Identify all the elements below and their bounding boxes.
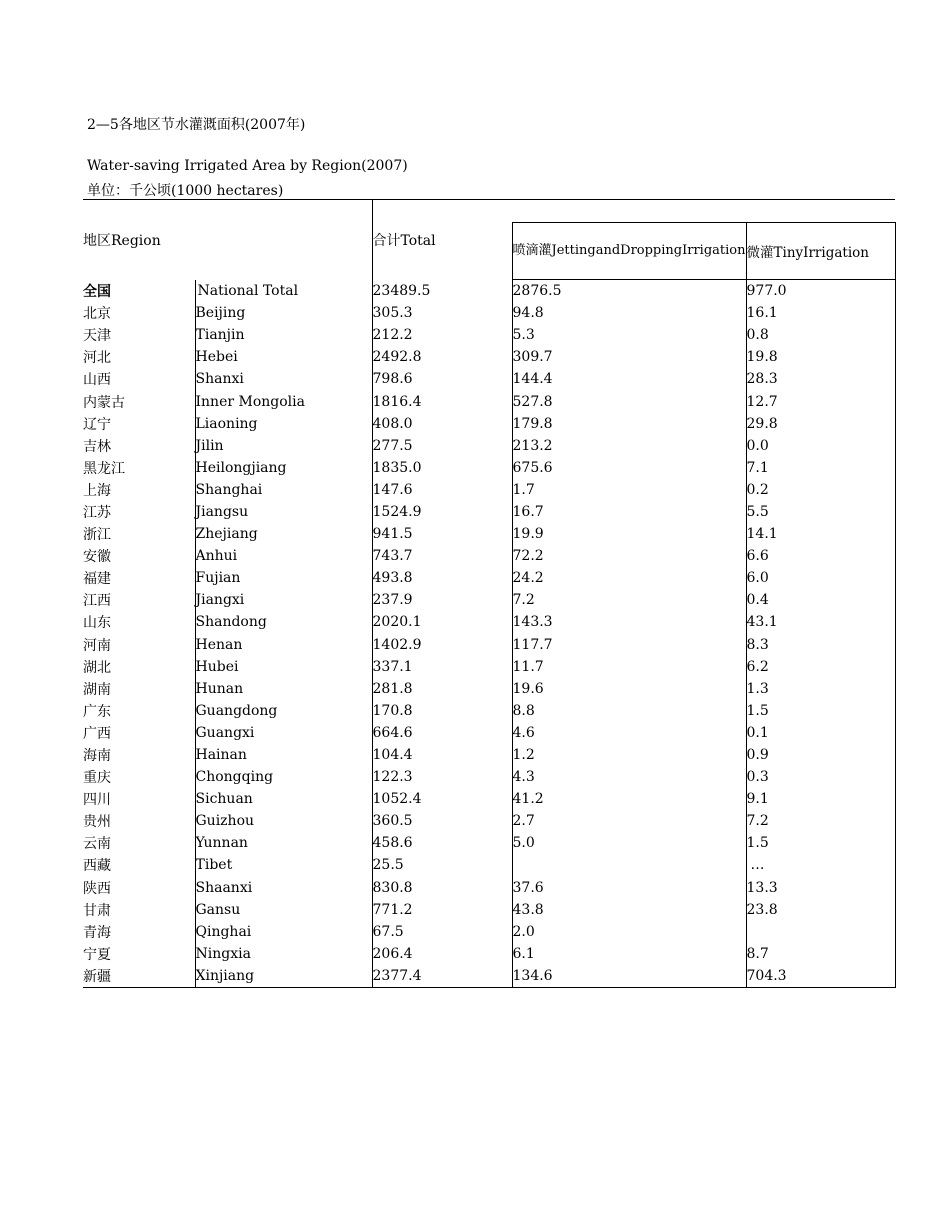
jetting-value: 1.2 — [512, 744, 746, 766]
jetting-value: 2.7 — [512, 810, 746, 832]
table-title-chinese: 2—5各地区节水灌溉面积(2007年) — [87, 117, 306, 133]
region-name-chinese: 青海 — [83, 924, 111, 941]
table-row — [83, 501, 895, 523]
region-name-chinese: 湖北 — [83, 659, 111, 676]
tiny-value: 16.1 — [746, 302, 895, 324]
jetting-value: 309.7 — [512, 346, 746, 368]
region-name-english: Jiangsu — [195, 501, 372, 523]
jetting-value — [512, 854, 746, 876]
jetting-value: 16.7 — [512, 501, 746, 523]
region-name-english: Guizhou — [195, 810, 372, 832]
tiny-value: 29.8 — [746, 413, 895, 435]
tiny-value: 6.6 — [746, 545, 895, 567]
region-name-english: Guangxi — [195, 722, 372, 744]
region-name-english: Xinjiang — [195, 965, 372, 988]
jetting-value: 5.0 — [512, 832, 746, 854]
header-total: 合计Total — [372, 200, 512, 280]
tiny-value: 7.2 — [746, 810, 895, 832]
total-value: 830.8 — [372, 877, 512, 899]
table-row — [83, 545, 895, 567]
total-value: 798.6 — [372, 368, 512, 390]
jetting-value: 213.2 — [512, 435, 746, 457]
tiny-value: 8.7 — [746, 943, 895, 965]
total-value: 337.1 — [372, 656, 512, 678]
region-name-english: Jiangxi — [195, 589, 372, 611]
region-name-chinese: 河南 — [83, 637, 111, 654]
tiny-value: 7.1 — [746, 457, 895, 479]
region-name-chinese: 贵州 — [83, 814, 111, 831]
region-name-chinese: 黑龙江 — [83, 460, 125, 477]
jetting-value: 144.4 — [512, 368, 746, 390]
region-name-english: Liaoning — [195, 413, 372, 435]
region-name-english: Shaanxi — [195, 877, 372, 899]
table-row — [83, 346, 895, 368]
region-name-english: Hebei — [195, 346, 372, 368]
table-row — [83, 523, 895, 545]
total-value: 1524.9 — [372, 501, 512, 523]
table-row — [83, 390, 895, 412]
tiny-value: 977.0 — [746, 280, 895, 303]
tiny-value: 0.1 — [746, 722, 895, 744]
tiny-value: 1.5 — [746, 700, 895, 722]
tiny-value: 6.0 — [746, 567, 895, 589]
tiny-value: 0.0 — [746, 435, 895, 457]
tiny-value: 0.4 — [746, 589, 895, 611]
region-name-english: Sichuan — [195, 788, 372, 810]
table-row — [83, 943, 895, 965]
region-name-english: Zhejiang — [195, 523, 372, 545]
table-row — [83, 302, 895, 324]
region-name-chinese: 广西 — [83, 725, 111, 742]
jetting-value: 675.6 — [512, 457, 746, 479]
jetting-value: 41.2 — [512, 788, 746, 810]
jetting-value: 4.3 — [512, 766, 746, 788]
table-row — [83, 832, 895, 854]
region-name-chinese: 云南 — [83, 836, 111, 853]
tiny-value: 0.8 — [746, 324, 895, 346]
tiny-value — [746, 921, 895, 943]
table-row — [83, 435, 895, 457]
region-name-chinese: 四川 — [83, 792, 111, 809]
total-value: 170.8 — [372, 700, 512, 722]
region-name-chinese: 内蒙古 — [83, 394, 125, 411]
region-name-chinese: 西藏 — [83, 858, 111, 875]
jetting-value: 2.0 — [512, 921, 746, 943]
region-name-english: Ningxia — [195, 943, 372, 965]
table-title-english: Water-saving Irrigated Area by Region(2007) — [87, 158, 408, 174]
tiny-value: 0.2 — [746, 479, 895, 501]
region-name-chinese: 河北 — [83, 350, 111, 367]
region-name-chinese: 陕西 — [83, 880, 111, 897]
jetting-value: 5.3 — [512, 324, 746, 346]
region-name-english: Heilongjiang — [195, 457, 372, 479]
region-name-chinese: 天津 — [83, 328, 111, 345]
region-name-english: Guangdong — [195, 700, 372, 722]
region-name-chinese: 江西 — [83, 593, 111, 610]
region-name-english: Yunnan — [195, 832, 372, 854]
table-row — [83, 877, 895, 899]
tiny-value: 6.2 — [746, 656, 895, 678]
region-name-chinese: 新疆 — [83, 965, 195, 988]
region-name-chinese: 山西 — [83, 372, 111, 389]
jetting-value: 143.3 — [512, 611, 746, 633]
tiny-value: 28.3 — [746, 368, 895, 390]
total-value: 147.6 — [372, 479, 512, 501]
total-value: 1835.0 — [372, 457, 512, 479]
total-value: 25.5 — [372, 854, 512, 876]
table-row — [83, 567, 895, 589]
total-value: 743.7 — [372, 545, 512, 567]
total-value: 277.5 — [372, 435, 512, 457]
table-row — [83, 634, 895, 656]
total-value: 104.4 — [372, 744, 512, 766]
table-row — [83, 700, 895, 722]
total-value: 1816.4 — [372, 390, 512, 412]
total-value: 1052.4 — [372, 788, 512, 810]
region-name-chinese: 辽宁 — [83, 416, 111, 433]
total-value: 212.2 — [372, 324, 512, 346]
region-name-chinese: 浙江 — [83, 527, 111, 544]
header-jetting: 喷滴灌JettingandDroppingIrrigation — [512, 223, 746, 280]
tiny-value: 1.3 — [746, 678, 895, 700]
total-value: 771.2 — [372, 899, 512, 921]
total-value: 941.5 — [372, 523, 512, 545]
header-tiny: 微灌TinyIrrigation — [746, 223, 895, 280]
region-name-english: Tibet — [195, 854, 372, 876]
region-name-english: Anhui — [195, 545, 372, 567]
total-value: 281.8 — [372, 678, 512, 700]
jetting-value: 8.8 — [512, 700, 746, 722]
region-name-english: Fujian — [195, 567, 372, 589]
jetting-value: 72.2 — [512, 545, 746, 567]
region-name-chinese: 山东 — [83, 615, 111, 632]
jetting-value: 37.6 — [512, 877, 746, 899]
total-value: 206.4 — [372, 943, 512, 965]
jetting-value: 19.9 — [512, 523, 746, 545]
table-row — [83, 611, 895, 633]
region-name-english: Hainan — [195, 744, 372, 766]
tiny-value: 5.5 — [746, 501, 895, 523]
table-row — [83, 479, 895, 501]
region-name-chinese: 重庆 — [83, 770, 111, 787]
table-row — [83, 589, 895, 611]
jetting-value: 24.2 — [512, 567, 746, 589]
table-row — [83, 324, 895, 346]
tiny-value: 43.1 — [746, 611, 895, 633]
total-value: 458.6 — [372, 832, 512, 854]
total-value: 237.9 — [372, 589, 512, 611]
total-value: 2020.1 — [372, 611, 512, 633]
table-row — [83, 766, 895, 788]
tiny-value: 14.1 — [746, 523, 895, 545]
total-value: 664.6 — [372, 722, 512, 744]
tiny-value: … — [746, 854, 895, 876]
region-name-chinese: 海南 — [83, 748, 111, 765]
region-name-chinese: 福建 — [83, 571, 111, 588]
total-value: 67.5 — [372, 921, 512, 943]
table-row — [83, 656, 895, 678]
jetting-value: 179.8 — [512, 413, 746, 435]
jetting-value: 2876.5 — [512, 280, 746, 303]
tiny-value: 9.1 — [746, 788, 895, 810]
jetting-value: 19.6 — [512, 678, 746, 700]
total-value: 2377.4 — [372, 965, 512, 988]
table-row — [83, 280, 895, 303]
jetting-value: 117.7 — [512, 634, 746, 656]
tiny-value: 0.9 — [746, 744, 895, 766]
jetting-value: 6.1 — [512, 943, 746, 965]
table-row — [83, 678, 895, 700]
region-name-chinese: 北京 — [83, 306, 111, 323]
total-value: 122.3 — [372, 766, 512, 788]
tiny-value: 13.3 — [746, 877, 895, 899]
table-row — [83, 965, 895, 988]
table-row — [83, 722, 895, 744]
tiny-value: 0.3 — [746, 766, 895, 788]
total-value: 23489.5 — [372, 280, 512, 303]
tiny-value: 704.3 — [746, 965, 895, 988]
region-name-english: Tianjin — [195, 324, 372, 346]
region-name-english: Beijing — [195, 302, 372, 324]
total-value: 1402.9 — [372, 634, 512, 656]
region-name-english: Shanghai — [195, 479, 372, 501]
table-row — [83, 788, 895, 810]
region-name-english: Hubei — [195, 656, 372, 678]
tiny-value: 12.7 — [746, 390, 895, 412]
table-row — [83, 457, 895, 479]
region-name-english: Hunan — [195, 678, 372, 700]
table-row — [83, 854, 895, 876]
jetting-value: 4.6 — [512, 722, 746, 744]
jetting-value: 134.6 — [512, 965, 746, 988]
region-name-english: Gansu — [195, 899, 372, 921]
total-value: 493.8 — [372, 567, 512, 589]
region-name-english: Chongqing — [195, 766, 372, 788]
table-row — [83, 368, 895, 390]
region-name-chinese: 湖南 — [83, 681, 111, 698]
region-name-chinese: 吉林 — [83, 438, 111, 455]
region-name-chinese: 广东 — [83, 703, 111, 720]
table-row — [83, 744, 895, 766]
table-row — [83, 921, 895, 943]
irrigation-table — [83, 199, 896, 988]
jetting-value: 11.7 — [512, 656, 746, 678]
region-name-english: Shanxi — [195, 368, 372, 390]
total-value: 2492.8 — [372, 346, 512, 368]
region-name-english: Shandong — [195, 611, 372, 633]
tiny-value: 23.8 — [746, 899, 895, 921]
table-row — [83, 899, 895, 921]
region-name-chinese: 安徽 — [83, 549, 111, 566]
region-name-english: Qinghai — [195, 921, 372, 943]
region-name-english: Henan — [195, 634, 372, 656]
tiny-value: 19.8 — [746, 346, 895, 368]
table-row — [83, 810, 895, 832]
total-value: 408.0 — [372, 413, 512, 435]
region-name-chinese: 全国 — [83, 283, 111, 300]
region-name-chinese: 甘肃 — [83, 902, 111, 919]
jetting-value: 43.8 — [512, 899, 746, 921]
region-name-english: Inner Mongolia — [195, 390, 372, 412]
region-name-english: National Total — [195, 280, 372, 303]
header-region: 地区Region — [83, 200, 372, 280]
region-name-chinese: 江苏 — [83, 504, 111, 521]
region-name-chinese: 上海 — [83, 482, 111, 499]
total-value: 360.5 — [372, 810, 512, 832]
tiny-value: 8.3 — [746, 634, 895, 656]
tiny-value: 1.5 — [746, 832, 895, 854]
jetting-value: 1.7 — [512, 479, 746, 501]
jetting-value: 527.8 — [512, 390, 746, 412]
jetting-value: 7.2 — [512, 589, 746, 611]
total-value: 305.3 — [372, 302, 512, 324]
region-name-chinese: 宁夏 — [83, 946, 111, 963]
unit-label: 单位：千公顷(1000 hectares) — [87, 183, 284, 199]
header-row-top — [83, 200, 895, 223]
jetting-value: 94.8 — [512, 302, 746, 324]
region-name-english: Jilin — [195, 435, 372, 457]
table-row — [83, 413, 895, 435]
